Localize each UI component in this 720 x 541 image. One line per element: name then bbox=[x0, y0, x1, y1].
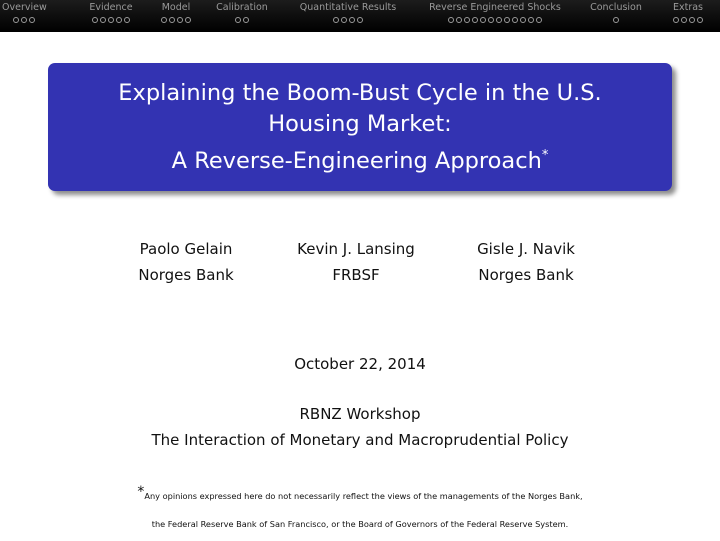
nav-section-reverse-engineered-shocks[interactable] bbox=[420, 0, 570, 32]
nav-dots bbox=[666, 17, 710, 28]
nav-slide-dot[interactable] bbox=[456, 17, 462, 23]
disclaimer-footnote bbox=[0, 478, 720, 538]
nav-slide-dot[interactable] bbox=[448, 17, 454, 23]
author-name: Gisle J. Navik bbox=[477, 240, 575, 258]
nav-dots bbox=[2, 17, 46, 28]
nav-slide-dot[interactable] bbox=[512, 17, 518, 23]
nav-dots bbox=[210, 17, 274, 28]
author-affiliation: Norges Bank bbox=[478, 266, 574, 284]
nav-slide-dot[interactable] bbox=[161, 17, 167, 23]
author-affiliation: Norges Bank bbox=[138, 266, 234, 284]
nav-section-label[interactable]: Evidence bbox=[89, 2, 133, 13]
nav-section-quantitative-results[interactable] bbox=[290, 0, 406, 32]
nav-section-evidence[interactable] bbox=[84, 0, 138, 32]
nav-slide-dot[interactable] bbox=[504, 17, 510, 23]
author-navik bbox=[436, 236, 616, 288]
event-name: RBNZ Workshop bbox=[299, 405, 421, 423]
nav-slide-dot[interactable] bbox=[613, 17, 619, 23]
nav-slide-dot[interactable] bbox=[177, 17, 183, 23]
nav-slide-dot[interactable] bbox=[349, 17, 355, 23]
nav-section-model[interactable] bbox=[154, 0, 198, 32]
nav-slide-dot[interactable] bbox=[488, 17, 494, 23]
nav-section-label[interactable]: Overview bbox=[2, 2, 47, 13]
nav-slide-dot[interactable] bbox=[681, 17, 687, 23]
title-line-2: Housing Market: bbox=[268, 110, 452, 137]
nav-slide-dot[interactable] bbox=[520, 17, 526, 23]
nav-slide-dot[interactable] bbox=[333, 17, 339, 23]
nav-slide-dot[interactable] bbox=[13, 17, 19, 23]
nav-dots bbox=[84, 17, 138, 28]
nav-dots bbox=[154, 17, 198, 28]
nav-dots bbox=[586, 17, 646, 28]
nav-slide-dot[interactable] bbox=[673, 17, 679, 23]
event-info bbox=[0, 401, 720, 453]
nav-section-extras[interactable] bbox=[666, 0, 710, 32]
nav-dots bbox=[290, 17, 406, 28]
author-gelain bbox=[96, 236, 276, 288]
footnote-text-2: the Federal Reserve Bank of San Francisco, or the Board of Governors of the Federal Reserve System. bbox=[151, 519, 569, 529]
presentation-date: October 22, 2014 bbox=[294, 355, 426, 373]
section-navigation-bar bbox=[0, 0, 720, 32]
title-line-3-text: A Reverse-Engineering Approach bbox=[171, 147, 542, 174]
nav-section-label[interactable]: Reverse Engineered Shocks bbox=[429, 2, 561, 13]
nav-slide-dot[interactable] bbox=[92, 17, 98, 23]
footnote-text-1: Any opinions expressed here do not necessarily reflect the views of the managements of the Norges Bank, bbox=[144, 491, 583, 501]
nav-slide-dot[interactable] bbox=[528, 17, 534, 23]
nav-slide-dot[interactable] bbox=[116, 17, 122, 23]
nav-slide-dot[interactable] bbox=[536, 17, 542, 23]
nav-slide-dot[interactable] bbox=[29, 17, 35, 23]
nav-section-label[interactable]: Model bbox=[161, 2, 191, 13]
nav-section-label[interactable]: Quantitative Results bbox=[299, 2, 397, 13]
nav-slide-dot[interactable] bbox=[100, 17, 106, 23]
nav-slide-dot[interactable] bbox=[341, 17, 347, 23]
footnote-marker: * bbox=[137, 484, 145, 500]
nav-slide-dot[interactable] bbox=[357, 17, 363, 23]
title-line-1: Explaining the Boom-Bust Cycle in the U.S. bbox=[118, 79, 602, 106]
nav-slide-dot[interactable] bbox=[689, 17, 695, 23]
nav-dots bbox=[420, 17, 570, 28]
nav-slide-dot[interactable] bbox=[697, 17, 703, 23]
nav-section-calibration[interactable] bbox=[210, 0, 274, 32]
nav-section-label[interactable]: Extras bbox=[672, 2, 704, 13]
title-block bbox=[48, 63, 672, 191]
nav-section-overview[interactable] bbox=[2, 0, 46, 32]
nav-slide-dot[interactable] bbox=[464, 17, 470, 23]
title-footnote-marker: * bbox=[541, 147, 549, 163]
author-lansing bbox=[266, 236, 446, 288]
nav-slide-dot[interactable] bbox=[472, 17, 478, 23]
nav-slide-dot[interactable] bbox=[496, 17, 502, 23]
footnote-line-1 bbox=[0, 478, 720, 510]
nav-section-label[interactable]: Calibration bbox=[216, 2, 268, 13]
nav-section-conclusion[interactable] bbox=[586, 0, 646, 32]
nav-slide-dot[interactable] bbox=[108, 17, 114, 23]
nav-slide-dot[interactable] bbox=[480, 17, 486, 23]
title-line-3 bbox=[48, 140, 672, 177]
nav-slide-dot[interactable] bbox=[21, 17, 27, 23]
nav-slide-dot[interactable] bbox=[243, 17, 249, 23]
nav-slide-dot[interactable] bbox=[235, 17, 241, 23]
nav-section-label[interactable]: Conclusion bbox=[590, 2, 642, 13]
nav-slide-dot[interactable] bbox=[169, 17, 175, 23]
author-name: Paolo Gelain bbox=[139, 240, 233, 258]
author-affiliation: FRBSF bbox=[332, 266, 380, 284]
author-name: Kevin J. Lansing bbox=[297, 240, 415, 258]
nav-slide-dot[interactable] bbox=[124, 17, 130, 23]
event-subtitle: The Interaction of Monetary and Macroprudential Policy bbox=[151, 431, 569, 449]
nav-slide-dot[interactable] bbox=[185, 17, 191, 23]
